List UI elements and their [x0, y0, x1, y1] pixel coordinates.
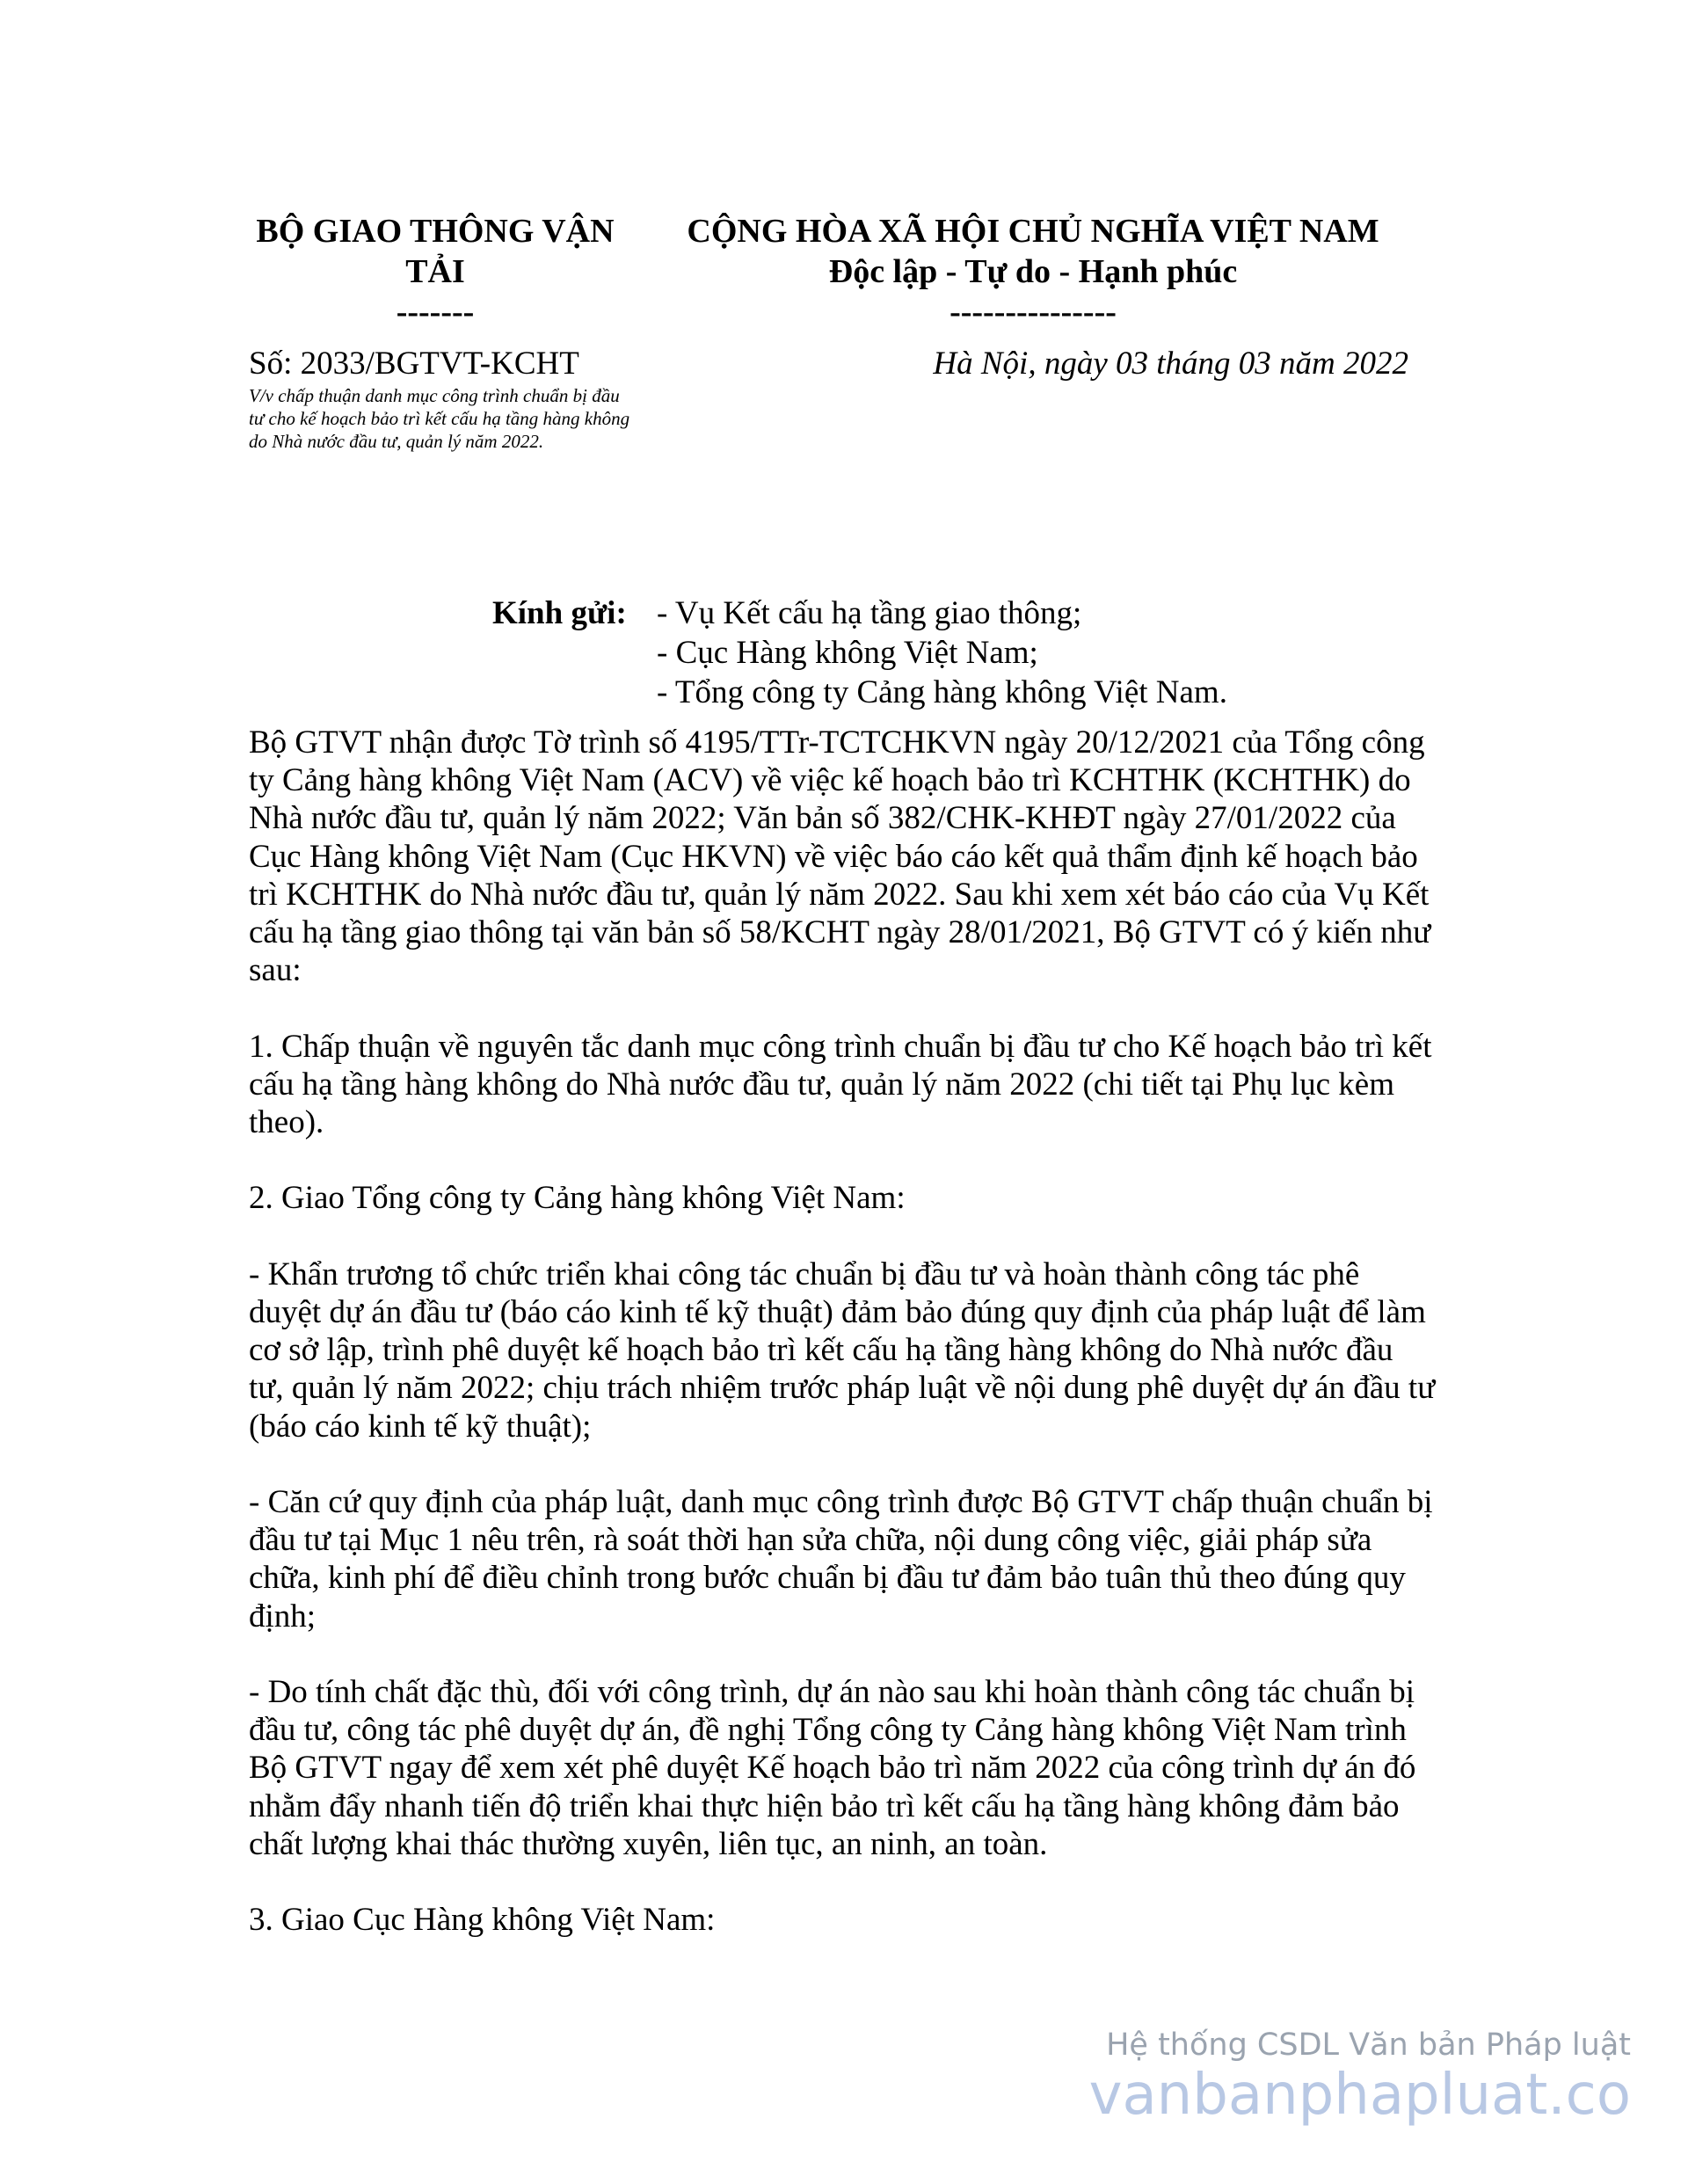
- recipient-item: - Vụ Kết cấu hạ tầng giao thông;: [657, 595, 1082, 631]
- watermark-site-name: vanbanphapluat.co: [1088, 2063, 1631, 2128]
- document-date: Hà Nội, ngày 03 tháng 03 năm 2022: [933, 346, 1408, 382]
- document-number: Số: 2033/BGTVT-KCHT: [249, 346, 579, 382]
- agency-name-line2: TẢI: [405, 253, 465, 290]
- issuing-agency: [242, 211, 629, 332]
- watermark-caption: Hệ thống CSDL Văn bản Pháp luật: [1106, 2027, 1631, 2063]
- agency-name-line1: BỘ GIAO THÔNG VẬN: [256, 213, 615, 250]
- document-body: [249, 724, 1436, 1977]
- nation-title: CỘNG HÒA XÃ HỘI CHỦ NGHĨA VIỆT NAM: [687, 213, 1379, 250]
- watermark: [1089, 2027, 1631, 2127]
- recipients-label: Kính gửi:: [492, 595, 627, 631]
- motto-separator: ---------------: [950, 294, 1117, 331]
- body-paragraph-bullet: - Do tính chất đặc thù, đối với công trình, dự án nào sau khi hoàn thành công tác chuẩn bị đầu tư, công tác phê duyệt dự án, đề nghị Tổng công ty Cảng hàng không Việt Nam trình Bộ GTVT ngay để xem xét phê duyệt Kế hoạch bảo trì năm 2022 của công trình dự án đó nhằm đẩy nhanh tiến độ triển khai thực hiện bảo trì kết cấu hạ tầng hàng không đảm bảo chất lượng khai thác thường xuyên, liên tục, an ninh, an toàn.: [249, 1674, 1416, 1862]
- recipient-item: - Cục Hàng không Việt Nam;: [657, 635, 1038, 671]
- document-subject: V/v chấp thuận danh mục công trình chuẩn bị đầu tư cho kế hoạch bảo trì kết cấu hạ tầng hàng không do Nhà nước đầu tư, quản lý năm 2022.: [249, 385, 630, 452]
- recipient-item: - Tổng công ty Cảng hàng không Việt Nam.: [657, 674, 1227, 710]
- national-header: [664, 211, 1402, 332]
- body-paragraph-bullet: - Khẩn trương tổ chức triển khai công tác chuẩn bị đầu tư và hoàn thành công tác phê duyệt dự án đầu tư (báo cáo kinh tế kỹ thuật) đảm bảo đúng quy định của pháp luật để làm cơ sở lập, trình phê duyệt kế hoạch bảo trì kết cấu hạ tầng hàng không do Nhà nước đầu tư, quản lý năm 2022; chịu trách nhiệm trước pháp luật về nội dung phê duyệt dự án đầu tư (báo cáo kinh tế kỹ thuật);: [249, 1256, 1436, 1445]
- body-paragraph-bullet: - Căn cứ quy định của pháp luật, danh mục công trình được Bộ GTVT chấp thuận chuẩn bị đầu tư tại Mục 1 nêu trên, rà soát thời hạn sửa chữa, nội dung công việc, giải pháp sửa chữa, kinh phí để điều chỉnh trong bước chuẩn bị đầu tư đảm bảo tuân thủ theo đúng quy định;: [249, 1484, 1433, 1634]
- agency-separator: -------: [396, 294, 475, 331]
- body-paragraph-item-2: 2. Giao Tổng công ty Cảng hàng không Việt Nam:: [249, 1180, 906, 1217]
- body-paragraph-item-1: 1. Chấp thuận về nguyên tắc danh mục công trình chuẩn bị đầu tư cho Kế hoạch bảo trì kết cấu hạ tầng hàng không do Nhà nước đầu tư, quản lý năm 2022 (chi tiết tại Phụ lục kèm theo).: [249, 1028, 1432, 1141]
- recipients-block: [492, 593, 1227, 712]
- body-paragraph-item-3: 3. Giao Cục Hàng không Việt Nam:: [249, 1902, 716, 1939]
- body-paragraph-intro: Bộ GTVT nhận được Tờ trình số 4195/TTr-TCTCHKVN ngày 20/12/2021 của Tổng công ty Cảng hàng không Việt Nam (ACV) về việc kế hoạch bảo trì KCHTHK (KCHTHK) do Nhà nước đầu tư, quản lý năm 2022; Văn bản số 382/CHK-KHĐT ngày 27/01/2022 của Cục Hàng không Việt Nam (Cục HKVN) về việc báo cáo kết quả thẩm định kế hoạch bảo trì KCHTHK do Nhà nước đầu tư, quản lý năm 2022. Sau khi xem xét báo cáo của Vụ Kết cấu hạ tầng giao thông tại văn bản số 58/KCHT ngày 28/01/2021, Bộ GTVT có ý kiến như sau:: [249, 724, 1431, 989]
- national-motto: Độc lập - Tự do - Hạnh phúc: [828, 253, 1238, 290]
